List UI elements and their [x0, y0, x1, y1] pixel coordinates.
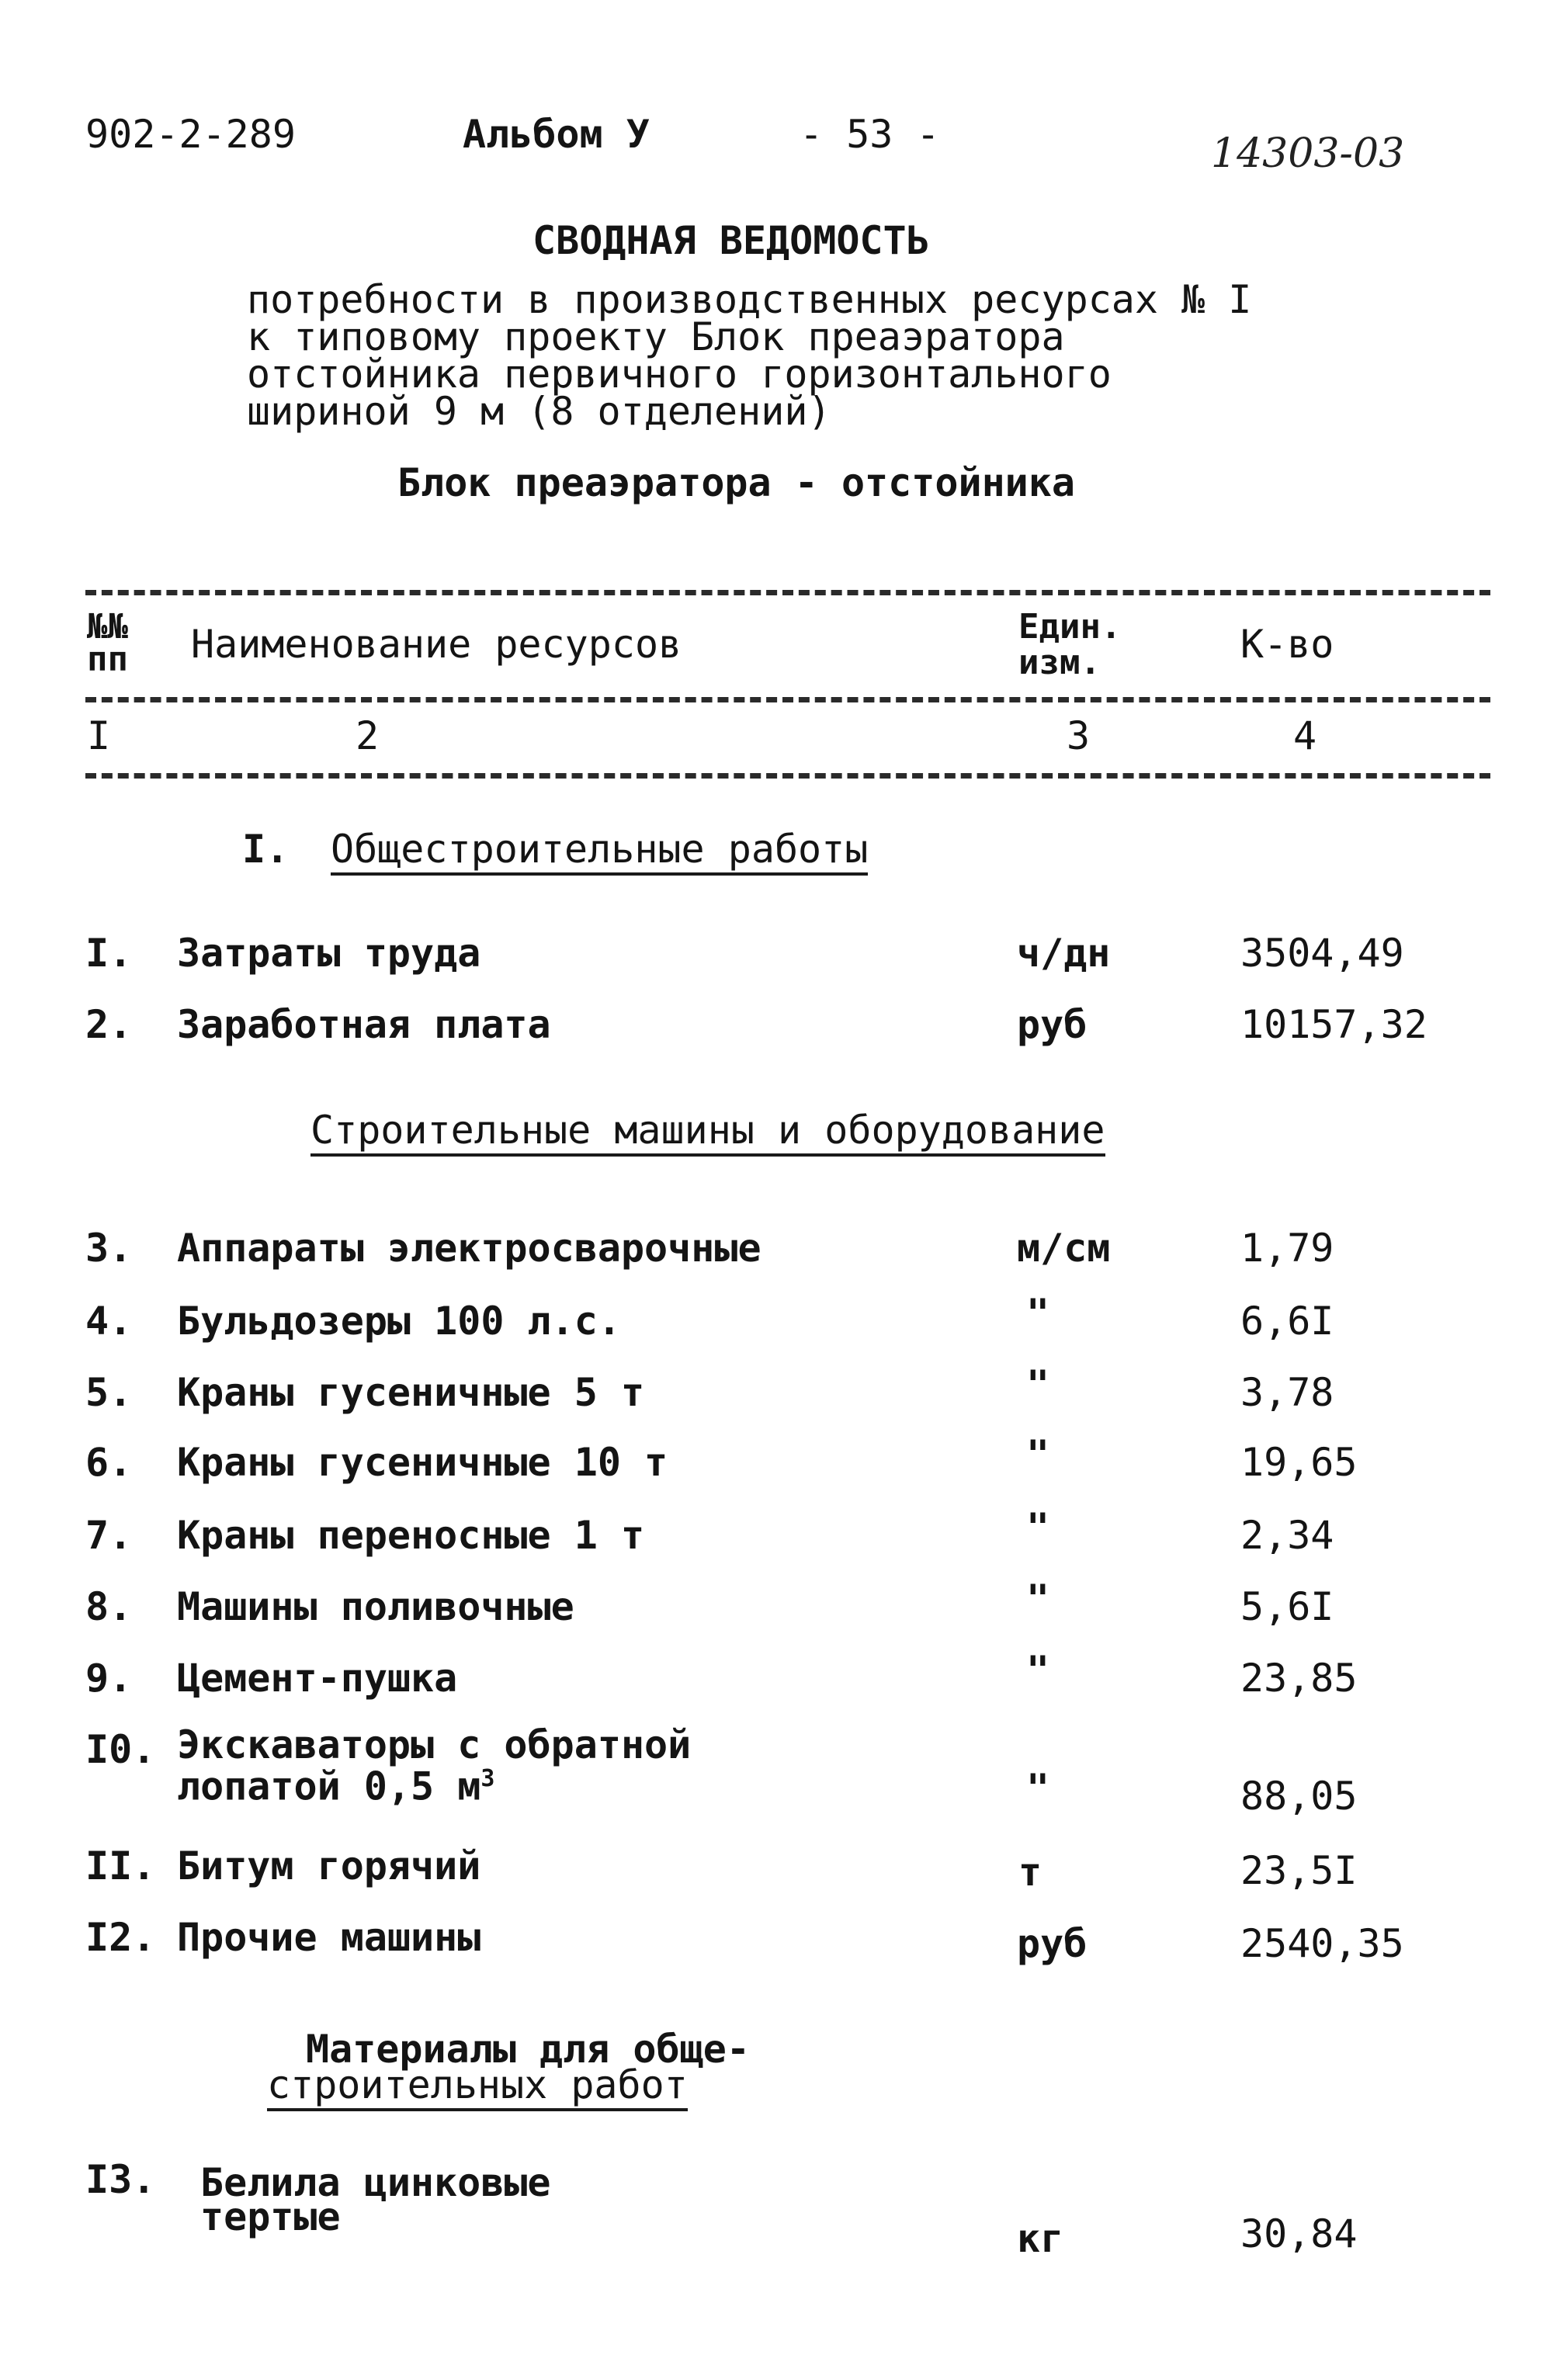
row-name-line2: тертые: [200, 2194, 341, 2239]
row-number: 2.: [85, 1002, 133, 1047]
table-header-rule: [85, 697, 1490, 702]
row-unit: кг: [1017, 2216, 1064, 2261]
section-2-title: Строительные машины и оборудование: [310, 1108, 1105, 1157]
page-title: СВОДНАЯ ВЕДОМОСТЬ: [532, 218, 930, 263]
row-quantity: 2540,35: [1240, 1921, 1404, 1966]
column-index-2: 2: [356, 713, 380, 758]
row-name: Машины поливочные: [177, 1584, 574, 1629]
row-name-continued: [177, 1762, 495, 1809]
row-unit-ditto: ": [1026, 1291, 1050, 1336]
handwritten-registration-number: 14303-03: [1211, 130, 1405, 177]
row-quantity: 23,85: [1240, 1656, 1358, 1701]
row-number: I0.: [85, 1727, 156, 1772]
album-label: Альбом У: [463, 112, 650, 157]
page-number: - 53 -: [800, 112, 940, 157]
section-3-title-line1: Материалы для обще-: [306, 2027, 750, 2072]
subtitle-line-3: отстойника первичного горизонтального: [247, 352, 1112, 397]
row-quantity: 30,84: [1240, 2211, 1358, 2256]
row-number: 8.: [85, 1584, 133, 1629]
row-name-line2: лопатой 0,5 м: [177, 1764, 481, 1809]
row-quantity: 5,6I: [1240, 1584, 1334, 1629]
row-quantity: 3504,49: [1240, 931, 1404, 976]
row-name: Бульдозеры 100 л.с.: [177, 1299, 621, 1344]
column-number-header-line2: пп: [87, 640, 128, 679]
row-name: Прочие машины: [177, 1915, 481, 1960]
row-number: I.: [85, 931, 133, 976]
section-3-title-line2: строительных работ: [267, 2063, 688, 2111]
row-name: Цемент-пушка: [177, 1656, 458, 1701]
section-1-title: Общестроительные работы: [331, 827, 868, 876]
row-unit: руб: [1017, 1921, 1088, 1966]
row-unit-ditto: ": [1026, 1362, 1050, 1407]
row-number: 9.: [85, 1656, 133, 1701]
column-index-3: 3: [1067, 713, 1091, 758]
row-number: I2.: [85, 1915, 156, 1960]
section-1-number: I.: [242, 827, 290, 872]
column-unit-header-line1: Един.: [1018, 607, 1122, 647]
column-quantity-header: К-во: [1240, 622, 1334, 667]
row-unit-ditto: ": [1026, 1576, 1050, 1621]
row-quantity: 2,34: [1240, 1513, 1334, 1558]
row-unit: т: [1018, 1850, 1042, 1895]
row-name: Краны гусеничные 10 т: [177, 1440, 668, 1485]
row-unit: м/см: [1017, 1226, 1111, 1271]
row-unit-ditto: ": [1026, 1505, 1050, 1550]
row-number: II.: [85, 1843, 156, 1889]
row-name: Заработная плата: [177, 1002, 551, 1047]
row-quantity: 6,6I: [1240, 1299, 1334, 1344]
row-unit-ditto: ": [1026, 1648, 1050, 1693]
table-columns-rule: [85, 773, 1490, 779]
row-quantity: 3,78: [1240, 1370, 1334, 1415]
row-unit-ditto: ": [1026, 1432, 1050, 1477]
row-quantity: 23,5I: [1240, 1848, 1358, 1893]
subtitle-line-2: к типовому проекту Блок преаэратора: [247, 314, 1065, 359]
row-number: 5.: [85, 1370, 133, 1415]
row-number: 4.: [85, 1299, 133, 1344]
column-index-4: 4: [1293, 713, 1317, 758]
column-name-header: Наименование ресурсов: [191, 622, 682, 667]
block-name: Блок преаэратора - отстойника: [397, 460, 1075, 505]
subtitle-line-4: шириной 9 м (8 отделений): [247, 389, 831, 434]
document-code: 902-2-289: [85, 112, 296, 157]
subtitle-line-1: потребности в производственных ресурсах № I: [247, 277, 1252, 322]
row-unit-ditto: ": [1026, 1766, 1050, 1811]
column-index-1: I: [87, 713, 111, 758]
row-number: 6.: [85, 1440, 133, 1485]
row-quantity: 88,05: [1240, 1774, 1358, 1819]
row-unit: ч/дн: [1017, 931, 1111, 976]
row-quantity: 19,65: [1240, 1440, 1358, 1485]
row-quantity: 1,79: [1240, 1226, 1334, 1271]
row-number: 3.: [85, 1226, 133, 1271]
row-name: Затраты труда: [177, 931, 481, 976]
row-name: Краны гусеничные 5 т: [177, 1370, 645, 1415]
row-name: Экскаваторы с обратной: [177, 1722, 692, 1767]
row-name: Белила цинковые: [200, 2160, 551, 2205]
column-number-header-line1: №№: [87, 607, 128, 647]
row-unit: руб: [1017, 1002, 1088, 1047]
table-top-rule: [85, 590, 1490, 595]
column-unit-header-line2: изм.: [1018, 643, 1101, 682]
row-name: Битум горячий: [177, 1843, 481, 1889]
row-number: 7.: [85, 1513, 133, 1558]
cubic-superscript: 3: [480, 1765, 495, 1792]
row-name: Краны переносные 1 т: [177, 1513, 645, 1558]
row-quantity: 10157,32: [1240, 1002, 1428, 1047]
row-name: Аппараты электросварочные: [177, 1226, 761, 1271]
row-number: I3.: [85, 2157, 156, 2202]
